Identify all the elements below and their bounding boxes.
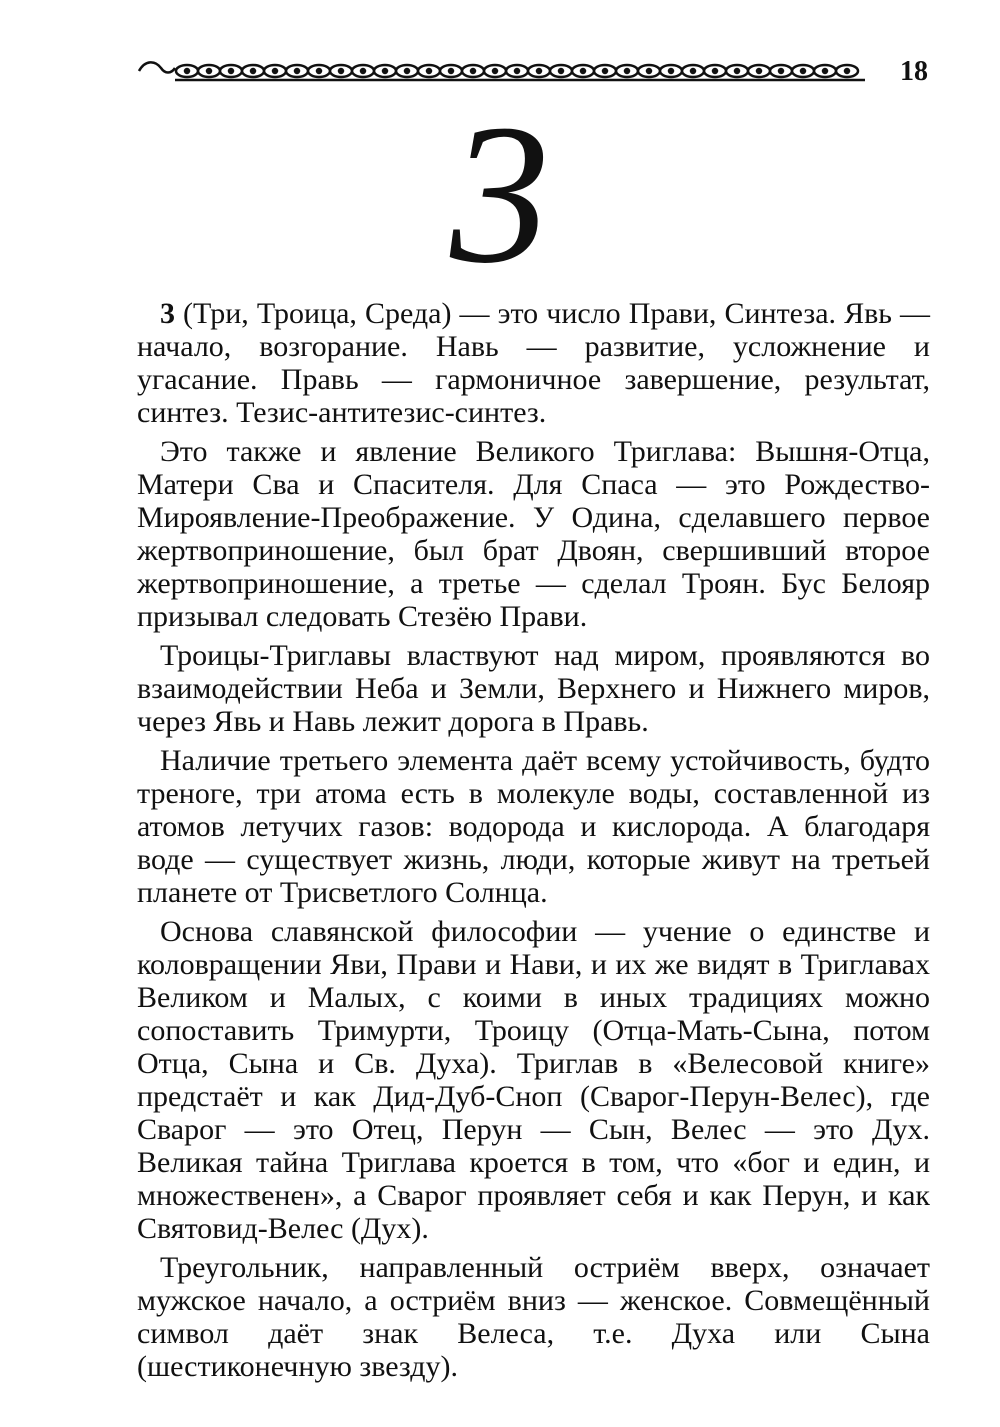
paragraph: Это также и явление Великого Триглава: Вышня-Отца, Матери Сва и Спасителя. Для Спаса — это Рождество-Мироявление-Преображение. У Одина, сделавшего первое жертвоприношение, был брат Двоян, свершивший второе жертвоприношение, а третье — сделал Троян. Бус Белояр призывал следовать Стезёю Прави. bbox=[137, 435, 930, 633]
paragraph-text: (Три, Троица, Среда) — это число Прави, Синтеза. Явь — начало, возгорание. Навь — развитие, усложнение и угасание. Правь — гармоничное завершение, результат, синтез. Тезис-антитезис-синтез. bbox=[137, 297, 930, 429]
paragraph: Наличие третьего элемента даёт всему устойчивость, будто треноге, три атома есть в молекуле воды, составленной из атомов летучих газов: водорода и кислорода. А благодаря воде — существует жизнь, люди, которые живут на третьей планете от Трисветлого Солнца. bbox=[137, 744, 930, 909]
page-number: 18 bbox=[900, 56, 928, 87]
wave-chain-ornament-icon bbox=[137, 58, 867, 84]
paragraph-lead: 3 bbox=[160, 297, 175, 330]
chapter-numeral: 3 bbox=[450, 84, 550, 305]
paragraph bbox=[137, 297, 930, 429]
paragraph: Треугольник, направленный остриём вверх, означает мужское начало, а остриём вниз — женское. Совмещённый символ даёт знак Велеса, т.е. Духа или Сына (шестиконечную звезду). bbox=[137, 1251, 930, 1383]
paragraph: Основа славянской философии — учение о единстве и коловращении Яви, Прави и Нави, и их же видят в Триглавах Великом и Малых, с коими в иных традициях можно сопоставить Тримурти, Троицу (Отца-Мать-Сына, потом Отца, Сына и Св. Духа). Триглав в «Велесовой книге» предстаёт и как Дид-Дуб-Сноп (Сварог-Перун-Велес), где Сварог — это Отец, Перун — Сын, Велес — это Дух. Великая тайна Триглава кроется в том, что «бог и един, и множественен», а Сварог проявляет себя и как Перун, и как Святовид-Велес (Дух). bbox=[137, 915, 930, 1245]
paragraph: Троицы-Триглавы властвуют над миром, проявляются во взаимодействии Неба и Земли, Верхнего и Нижнего миров, через Явь и Навь лежит дорога в Правь. bbox=[137, 639, 930, 738]
body-text bbox=[137, 297, 930, 1389]
